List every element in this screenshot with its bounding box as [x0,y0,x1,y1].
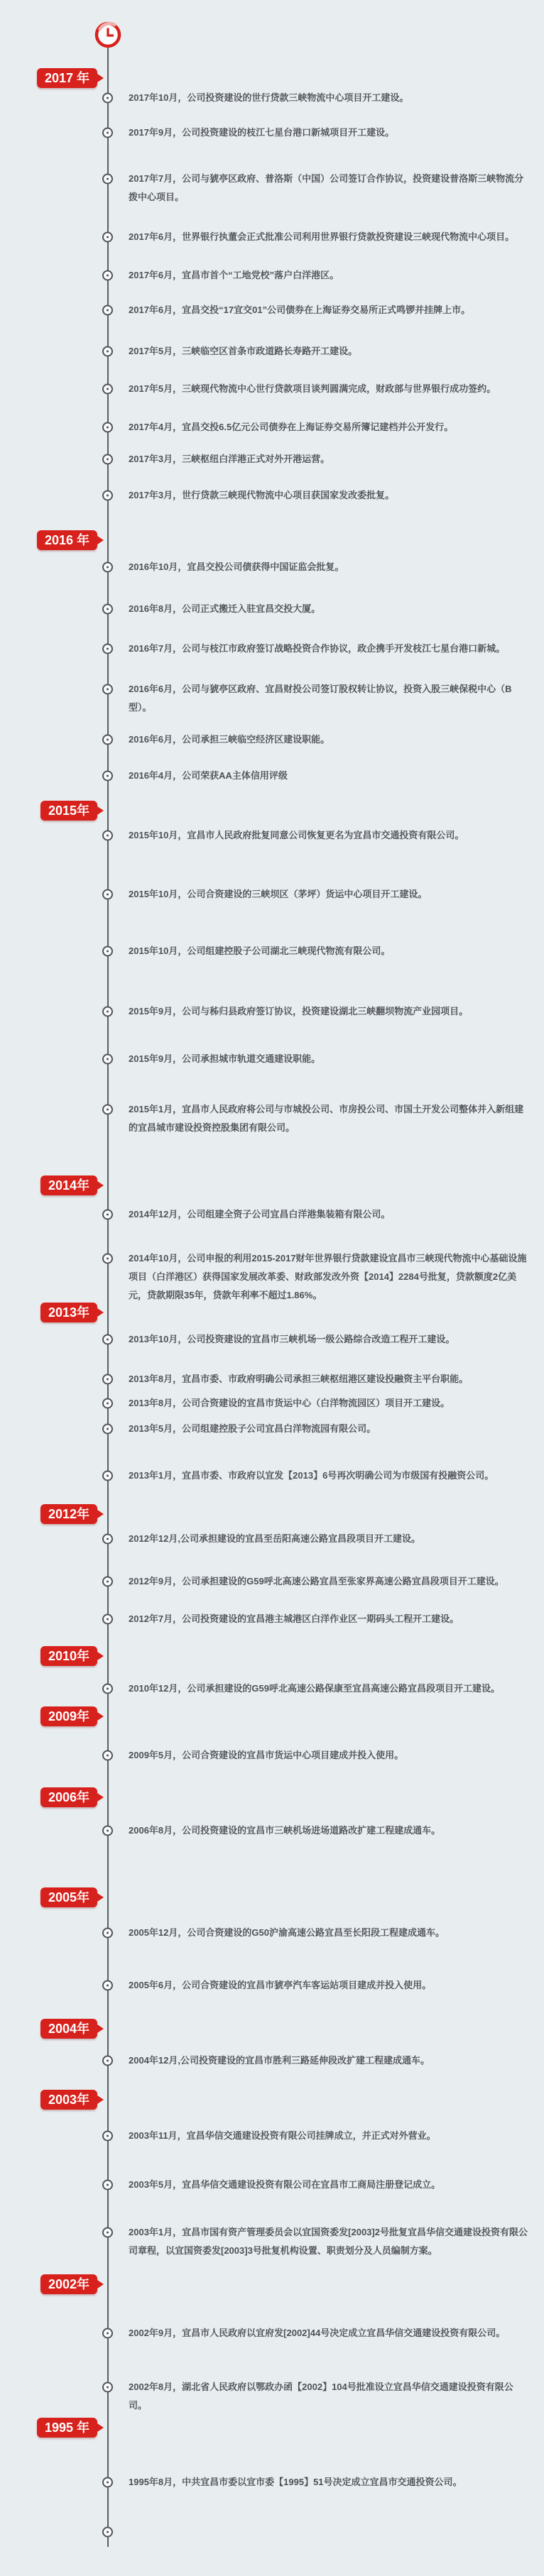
event-text: 2013年8月，公司合资建设的宜昌市货运中心（白洋物流园区）项目开工建设。 [129,1398,450,1408]
event-text: 2017年6月，世界银行执董会正式批准公司利用世界银行贷款投资建设三峡现代物流中心项目。 [129,231,515,242]
timeline-node [102,1254,113,1264]
event-text: 2003年11月，宜昌华信交通建设投资有限公司挂牌成立，并正式对外营业。 [129,2130,436,2141]
timeline-node [102,1334,113,1345]
timeline-node [102,1614,113,1625]
timeline-node [102,128,113,138]
event-text: 2005年6月，公司合资建设的宜昌市猇亭汽车客运站项目建成并投入使用。 [129,1980,432,1990]
event-text: 1995年8月，中共宜昌市委以宜市委【1995】51号决定成立宜昌市交通投资公司。 [129,2477,462,2487]
timeline-node [102,2131,113,2142]
event-text: 2017年5月，三峡临空区首条市政道路长寿路开工建设。 [129,346,358,356]
event-text: 2009年5月，公司合资建设的宜昌市货运中心项目建成并投入使用。 [129,1750,404,1760]
timeline-node [102,1980,113,1991]
timeline-node [102,1210,113,1220]
event-text: 2013年8月，宜昌市委、市政府明确公司承担三峡枢纽港区建设投融资主平台职能。 [129,1374,469,1384]
year-badge: 2006年 [40,1787,97,1807]
year-badge: 2014年 [40,1175,97,1195]
event-text: 2017年10月，公司投资建设的世行贷款三峡物流中心项目开工建设。 [129,92,409,103]
timeline-node [102,422,113,433]
year-badge: 2003年 [40,2090,97,2110]
timeline-node [102,93,113,104]
timeline-node [102,2328,113,2339]
timeline-node [102,644,113,654]
year-badge: 2017 年 [37,68,97,88]
timeline-node [102,684,113,695]
timeline-node [102,490,113,501]
timeline-node [102,1684,113,1694]
event-text: 2012年9月，公司承担建设的G59呼北高速公路宜昌至张家界高速公路宜昌段项目开工建设。 [129,1576,504,1586]
timeline-node [102,1577,113,1587]
year-badge: 1995 年 [37,2418,97,2438]
event-text: 2017年3月，世行贷款三峡现代物流中心项目获国家发改委批复。 [129,490,395,500]
event-text: 2013年1月，宜昌市委、市政府以宜发【2013】6号再次明确公司为市级国有投融资公司。 [129,1470,494,1481]
year-badge: 2002年 [40,2274,97,2294]
event-text: 2016年6月，公司承担三峡临空经济区建设职能。 [129,734,330,745]
event-text: 2002年9月，宜昌市人民政府以宜府发[2002]44号决定成立宜昌华信交通建设投资有限公司。 [129,2328,506,2338]
event-text: 2017年4月，宜昌交投6.5亿元公司债券在上海证券交易所簿记建档并公开发行。 [129,422,454,432]
year-badge: 2016 年 [37,530,97,550]
event-text: 2017年3月，三峡枢纽白洋港正式对外开港运营。 [129,454,330,464]
timeline-node [102,2382,113,2393]
clock-icon [94,21,122,49]
event-text: 2015年9月，公司承担城市轨道交通建设职能。 [129,1053,321,1064]
event-text: 2017年6月，宜昌市首个“工地党校”落户白洋港区。 [129,270,339,280]
timeline-node [102,454,113,465]
timeline-node [102,831,113,841]
year-badge: 2012年 [40,1504,97,1524]
year-badge: 2009年 [40,1706,97,1726]
timeline-node [102,604,113,615]
timeline-node [102,2527,113,2538]
event-text: 2015年9月，公司与秭归县政府签订协议，投资建设湖北三峡翻坝物流产业园项目。 [129,1006,469,1016]
timeline-node [102,232,113,243]
event-text: 2003年5月，宜昌华信交通建设投资有限公司在宜昌市工商局注册登记成立。 [129,2179,441,2190]
timeline-node [102,270,113,281]
event-text: 2012年12月,公司承担建设的宜昌至岳阳高速公路宜昌段项目开工建设。 [129,1533,420,1544]
timeline-node [102,1424,113,1435]
timeline-node [102,384,113,395]
event-text: 2016年7月，公司与枝江市政府签订战略投资合作协议，政企携手开发枝江七星台港口新城。 [129,643,506,654]
event-text: 2016年4月，公司荣获AA主体信用评级 [129,770,288,781]
event-text: 2006年8月，公司投资建设的宜昌市三峡机场进场道路改扩建工程建成通车。 [129,1825,441,1836]
event-text: 2015年10月，公司组建控股子公司湖北三峡现代物流有限公司。 [129,946,391,956]
event-text: 2016年6月，公司与猇亭区政府、宜昌财投公司签订股权转让协议，投资入股三峡保税中心（B型）。 [129,684,512,713]
timeline-node [102,1750,113,1761]
timeline-node [102,889,113,900]
timeline-node [102,1534,113,1545]
timeline-node [102,735,113,745]
timeline-node [102,1471,113,1481]
timeline-node [102,1105,113,1115]
timeline-node [102,1007,113,1017]
event-text: 2004年12月,公司投资建设的宜昌市胜利三路延伸段改扩建工程建成通车。 [129,2055,430,2066]
timeline-node [102,2227,113,2238]
year-badge: 2010年 [40,1646,97,1666]
year-badge: 2004年 [40,2019,97,2039]
timeline-node [102,771,113,782]
event-text: 2010年12月，公司承担建设的G59呼北高速公路保康至宜昌高速公路宜昌段项目开工建设。 [129,1683,500,1694]
timeline-node [102,1374,113,1385]
timeline-node [102,562,113,573]
year-badge: 2015年 [40,801,97,821]
event-text: 2017年9月，公司投资建设的枝江七星台港口新城项目开工建设。 [129,127,395,138]
timeline-node [102,174,113,185]
year-badge: 2005年 [40,1887,97,1907]
event-text: 2016年10月，宜昌交投公司债获得中国证监会批复。 [129,561,344,572]
timeline-node [102,1398,113,1409]
timeline-node [102,1054,113,1065]
event-text: 2014年10月，公司申报的利用2015-2017财年世界银行贷款建设宜昌市三峡现代物流中心基础设施项目（白洋港区）获得国家发展改革委、财政部发改外资【2014】2284号批复，贷款额度2亿美元，贷款期限35年，贷款年利率不超过1.86%。 [129,1253,527,1300]
event-text: 2003年1月，宜昌市国有资产管理委员会以宜国资委发[2003]2号批复宜昌华信交通建设投资有限公司章程，以宜国资委发[2003]3号批复机构设置、职责划分及人员编制方案。 [129,2227,528,2256]
timeline-node [102,2477,113,2488]
event-text: 2005年12月，公司合资建设的G50沪渝高速公路宜昌至长阳段工程建成通车。 [129,1927,445,1938]
event-text: 2017年6月，宜昌交投“17宜交01”公司债券在上海证券交易所正式鸣锣并挂牌上市。 [129,305,471,315]
event-text: 2013年10月，公司投资建设的宜昌市三峡机场一级公路综合改造工程开工建设。 [129,1334,455,1344]
event-text: 2017年5月，三峡现代物流中心世行贷款项目谈判圆满完成，财政部与世界银行成功签约。 [129,383,496,394]
event-text: 2012年7月，公司投资建设的宜昌港主城港区白洋作业区一期码头工程开工建设。 [129,1613,459,1624]
timeline-node [102,2180,113,2191]
timeline-node [102,1928,113,1939]
event-text: 2013年5月，公司组建控股子公司宜昌白洋物流园有限公司。 [129,1423,376,1434]
event-text: 2017年7月，公司与猇亭区政府、普洛斯（中国）公司签订合作协议，投资建设普洛斯三峡物流分拨中心项目。 [129,173,524,202]
event-text: 2015年10月，宜昌市人民政府批复同意公司恢复更名为宜昌市交通投资有限公司。 [129,830,464,840]
timeline-node [102,1826,113,1836]
timeline-node [102,946,113,957]
event-text: 2016年8月，公司正式搬迁入驻宜昌交投大厦。 [129,603,321,614]
year-badge: 2013年 [40,1303,97,1322]
event-text: 2015年10月，公司合资建设的三峡坝区（茅坪）货运中心项目开工建设。 [129,889,428,899]
event-text: 2015年1月，宜昌市人民政府将公司与市城投公司、市房投公司、市国土开发公司整体并入新组建的宜昌城市建设投资控股集团有限公司。 [129,1104,524,1133]
timeline-node [102,305,113,316]
event-text: 2014年12月，公司组建全资子公司宜昌白洋港集装箱有限公司。 [129,1209,391,1220]
timeline-node [102,2056,113,2066]
timeline-node [102,346,113,357]
event-text: 2002年8月，湖北省人民政府以鄂政办函【2002】104号批准设立宜昌华信交通建设投资有限公司。 [129,2382,513,2411]
